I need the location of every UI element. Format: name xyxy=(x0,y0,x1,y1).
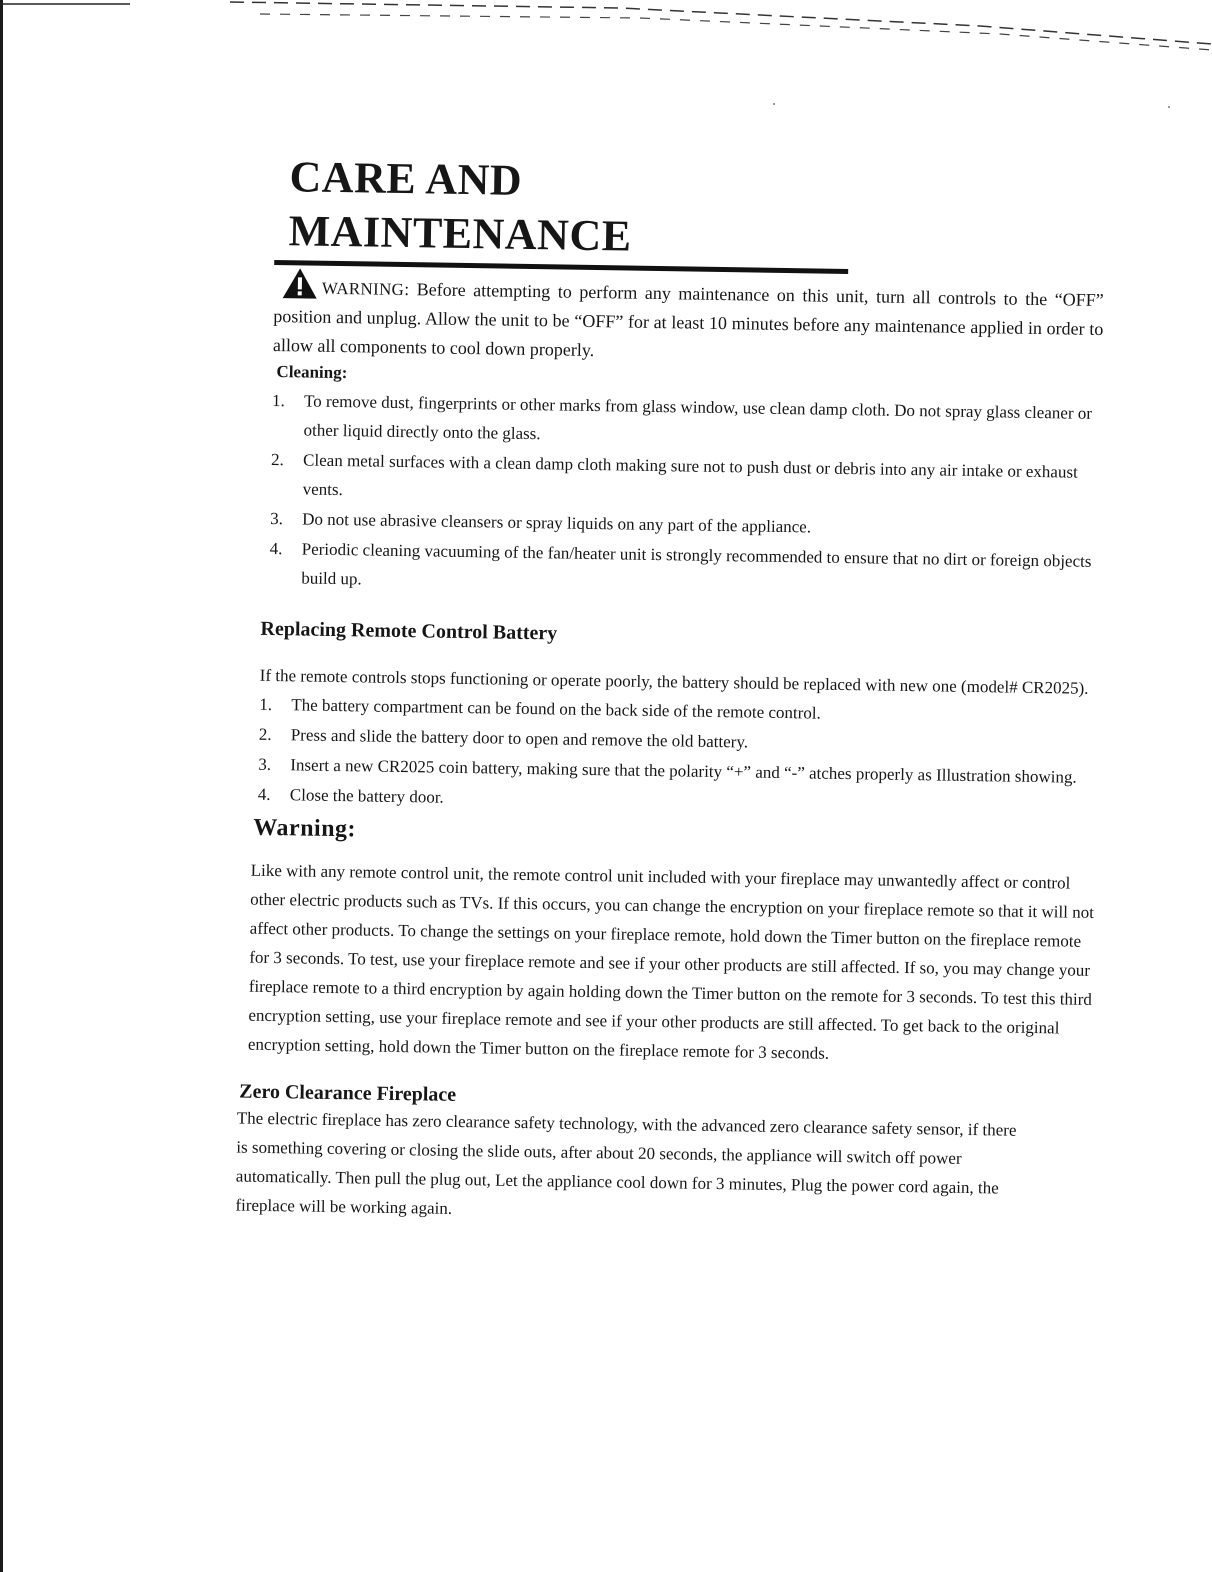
warning-paragraph xyxy=(273,273,1104,373)
list-item: 2. Press and slide the battery door to open and remove the old battery. xyxy=(258,724,749,752)
zero-clearance-heading: Zero Clearance Fireplace xyxy=(239,1080,457,1106)
warning-triangle-icon xyxy=(282,267,318,300)
page-title: CARE AND MAINTENANCE xyxy=(274,150,850,274)
scan-speck xyxy=(773,103,775,105)
warning-notice xyxy=(273,273,1104,373)
scan-left-edge xyxy=(0,0,3,1572)
document-page xyxy=(235,150,1106,1233)
zero-clearance-text: The electric fireplace has zero clearance safety technology, with the advanced zero clearance safety sensor, if there is something covering or closing the slide outs, after about 20 seconds, the appliance will switch off power automatically. Then pull the plug out, Let the appliance cool down for 3 minutes, Plug the power cord again, the fireplace will be working again. xyxy=(235,1108,1017,1218)
list-item: 2. Clean metal surfaces with a clean damp cloth making sure not to push dust or debris into any air intake or exhaust vents. xyxy=(270,449,1078,500)
battery-intro: If the remote controls stops functioning or operate poorly, the battery should be replaced with new one (model# CR2025). xyxy=(259,665,1089,698)
list-item: 4. Periodic cleaning vacuuming of the fan/heater unit is strongly recommended to ensure that no dirt or foreign objects build up. xyxy=(269,538,1092,589)
list-item: 1. The battery compartment can be found on the back side of the remote control. xyxy=(259,694,822,723)
scan-speck xyxy=(1168,106,1170,108)
battery-heading: Replacing Remote Control Battery xyxy=(260,617,558,645)
list-item: 3. Do not use abrasive cleansers or spray liquids on any part of the appliance. xyxy=(270,508,812,537)
list-item: 4. Close the battery door. xyxy=(257,784,444,807)
warning-text: : Before attempting to perform any maintenance on this unit, turn all controls to the “OFF” position and unplug. Allow the unit to be “OFF” for at least 10 minutes before any maintenance applied in order to allow all components to cool down properly. xyxy=(272,279,1104,361)
list-item: 3. Insert a new CR2025 coin battery, making sure that the polarity “+” and “-” atches properly as Illustration showing. xyxy=(258,754,1077,787)
scan-top-edge xyxy=(0,0,1212,60)
battery-list xyxy=(258,690,1098,822)
list-item: 1. To remove dust, fingerprints or other marks from glass window, use clean damp cloth. Do not spray glass cleaner or other liquid directly onto the glass. xyxy=(271,390,1093,444)
cleaning-list xyxy=(269,386,1102,605)
remote-warning-heading: Warning: xyxy=(253,814,357,843)
cleaning-heading: Cleaning: xyxy=(276,362,348,383)
warning-label: WARNING xyxy=(321,278,405,300)
remote-warning-text: Like with any remote control unit, the remote control unit included with your fireplace may unwantedly affect or control other electric products such as TVs. If this occurs, you can change the encryption on your fireplace remote so that it will not affect other products. To change the settings on your fireplace remote, hold down the Timer button on the fireplace remote for 3 seconds. To test, use your fireplace remote and see if your other products are still affected. If so, you may change your fireplace remote to a third encryption by again holding down the Timer button on the remote for 3 seconds. To test this third encryption setting, use your fireplace remote and see if your other products are still affected. To get back to the original encryption setting, hold down the Timer button on the fireplace remote for 3 seconds. xyxy=(247,860,1095,1063)
